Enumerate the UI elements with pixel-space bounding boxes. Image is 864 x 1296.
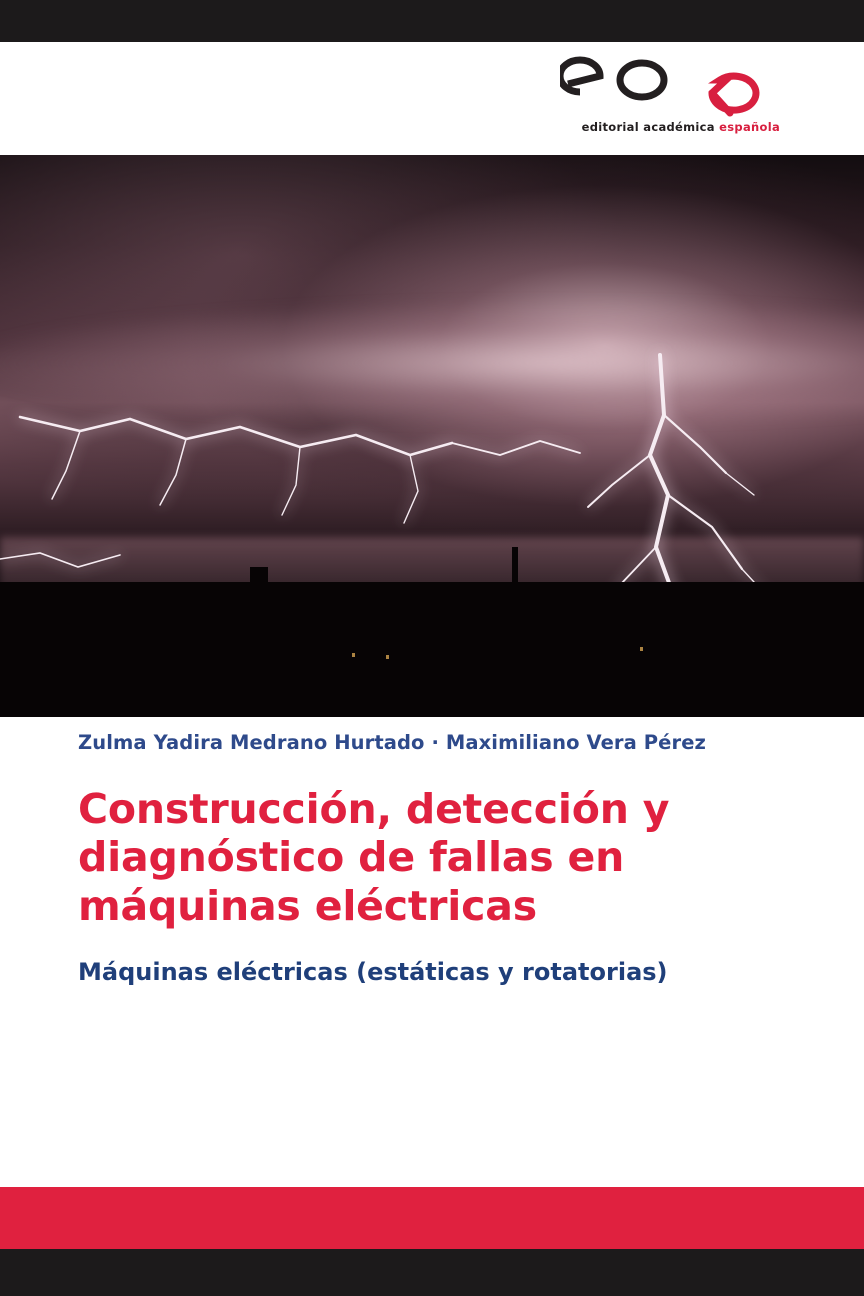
cover-subtitle: Máquinas eléctricas (estáticas y rotatorias) [78, 958, 668, 986]
publisher-name-main: editorial académica [581, 120, 720, 134]
antenna-mast [250, 567, 268, 717]
building [330, 597, 460, 717]
bottom-red-band [0, 1187, 864, 1249]
cover-title: Construcción, detección y diagnóstico de fallas en máquinas eléctricas [78, 785, 670, 930]
cover-authors: Zulma Yadira Medrano Hurtado · Maximiliano Vera Pérez [78, 731, 706, 754]
publisher-name-accent: española [719, 120, 780, 134]
window-light [640, 647, 643, 651]
publisher-name [560, 120, 780, 134]
building [760, 631, 864, 717]
building [60, 621, 200, 717]
eae-logo-icon [560, 52, 780, 118]
cover-photograph [0, 155, 864, 717]
antenna-mast [512, 547, 518, 717]
building [470, 629, 530, 717]
window-light [352, 653, 355, 657]
publisher-block [560, 52, 780, 152]
window-light [386, 655, 389, 659]
bottom-dark-band [0, 1249, 864, 1296]
building [600, 605, 710, 717]
top-dark-band [0, 0, 864, 42]
